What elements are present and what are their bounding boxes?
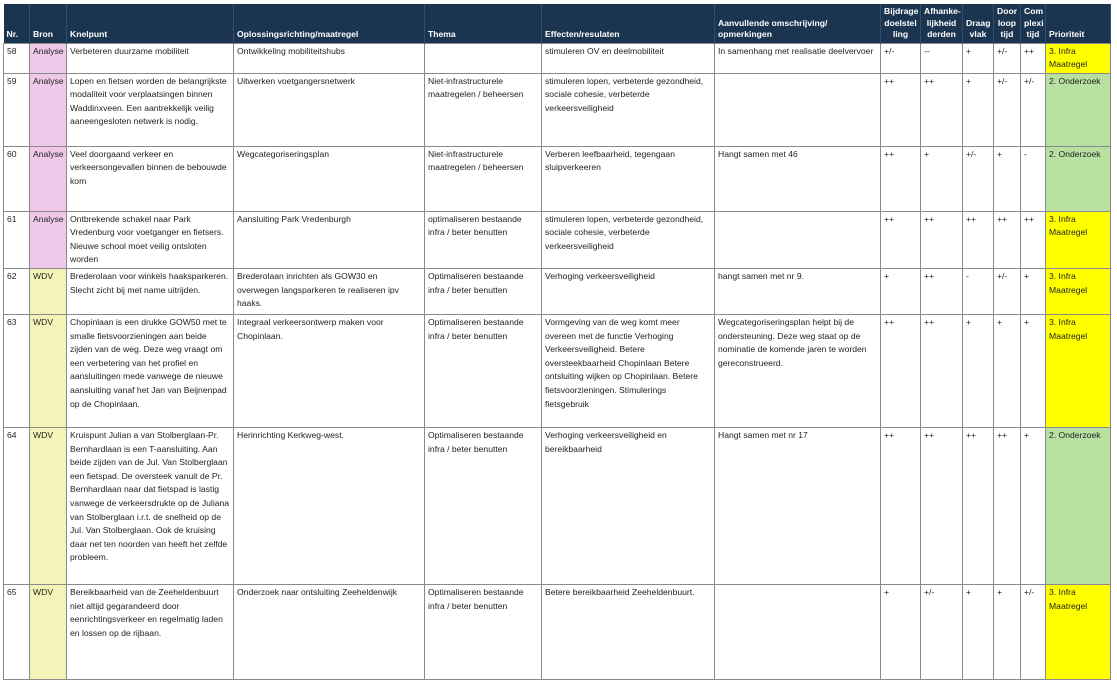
cell-aanvullend: Wegcategoriseringsplan helpt bij de ondersteuning. Deze weg staat op de nominatie de komende jaren te worden gereconstrueerd. [715,315,881,428]
cell-oplossing: Brederolaan inrichten als GOW30 en overwegen langsparkeren te realiseren ipv haaks. [234,269,425,315]
cell-effecten: stimuleren OV en deelmobiliteit [542,43,715,73]
cell-knelpunt: Brederolaan voor winkels haaksparkeren. Slecht zicht bij met name uitrijden. [67,269,234,315]
cell-knelpunt: Bereikbaarheid van de Zeeheldenbuurt niet altijd gegarandeerd door eenrichtingsverkeer en regelmatig laden en lossen op de rijbaan. [67,585,234,680]
cell-thema: Optimaliseren bestaande infra / beter benutten [425,585,542,680]
cell-doorlooptijd: ++ [994,211,1021,268]
cell-knelpunt: Ontbrekende schakel naar Park Vredenburg voor voetganger en fietsers. Nieuwe school moet veilig ontsloten worden [67,211,234,268]
cell-knelpunt: Kruispunt Julian a van Stolberglaan-Pr. Bernhardlaan is een T-aansluiting. Aan beide zijden van de Jul. Van Stolberglaan een fietspad. De oversteek vanuit de Pr. Bernhardlaan naar dat fietspad is lastig vanwege de verkeersdrukte op de Juliana van Stolberglaan i.r.t. de snelheid op de Jul. Van Stolberglaan. Ook de kruising daar net ten noorden van heeft het zelfde probleem. [67,428,234,585]
cell-bron: Analyse [30,43,67,73]
cell-thema: Niet-infrastructurele maatregelen / beheersen [425,73,542,146]
header-afhankelijkheid: Afhanke- lijkheid derden [921,4,963,43]
cell-thema [425,43,542,73]
header-knelpunt: Knelpunt [67,4,234,43]
cell-draagvlak: ++ [963,428,994,585]
cell-prioriteit: 3. Infra Maatregel [1046,585,1111,680]
header-oplossing: Oplossingsrichting/maatregel [234,4,425,43]
cell-draagvlak: + [963,585,994,680]
cell-oplossing: Uitwerken voetgangersnetwerk [234,73,425,146]
header-draagvlak: Draag vlak [963,4,994,43]
cell-knelpunt: Lopen en fietsen worden de belangrijkste modaliteit voor verplaatsingen binnen Waddinxveen. Een aantrekkelijk veilig aaneengesloten netwerk is nodig. [67,73,234,146]
cell-complexiteit: + [1021,269,1046,315]
cell-knelpunt: Chopinlaan is een drukke GOW50 met te smalle fietsvoorzieningen aan beide zijden van de weg. Deze weg vraagt om een verbetering van het profiel en aansluitingen mede vanwege de nieuwe aansluiting vanaf het Jan van Beijnenpad op de Chopinlaan. [67,315,234,428]
cell-doorlooptijd: + [994,585,1021,680]
header-bijdrage: Bijdrage doelstel ling [881,4,921,43]
cell-prioriteit: 2. Onderzoek [1046,146,1111,211]
cell-complexiteit: +/- [1021,73,1046,146]
cell-oplossing: Herinrichting Kerkweg-west. [234,428,425,585]
header-thema: Thema [425,4,542,43]
cell-oplossing: Aansluiting Park Vredenburgh [234,211,425,268]
table-row [4,315,1111,428]
cell-effecten: Vormgeving van de weg komt meer overeen met de functie Verhoging Verkeersveiligheid. Betere oversteekbaarheid Chopinlaan Betere ontsluiting wijken op Chopinlaan. Betere fietsvoorzieningen. Stimulerings fietsgebruik [542,315,715,428]
cell-draagvlak: + [963,73,994,146]
cell-aanvullend: Hangt samen met nr 17 [715,428,881,585]
cell-prioriteit: 2. Onderzoek [1046,428,1111,585]
table-row [4,428,1111,585]
cell-effecten: Verhoging verkeersveiligheid en bereikbaarheid [542,428,715,585]
header-doorlooptijd: Door loop tijd [994,4,1021,43]
cell-thema: Optimaliseren bestaande infra / beter benutten [425,269,542,315]
cell-afhankelijkheid: + [921,146,963,211]
cell-aanvullend: In samenhang met realisatie deelvervoer [715,43,881,73]
cell-afhankelijkheid: ++ [921,211,963,268]
cell-aanvullend: hangt samen met nr 9. [715,269,881,315]
cell-aanvullend: Hangt samen met 46 [715,146,881,211]
cell-bron: WDV [30,428,67,585]
measures-table [3,4,1111,680]
cell-effecten: stimuleren lopen, verbeterde gezondheid, sociale cohesie, verbeterde verkeersveiligheid [542,211,715,268]
cell-nr: 64 [4,428,30,585]
cell-doorlooptijd: +/- [994,73,1021,146]
cell-effecten: stimuleren lopen, verbeterde gezondheid, sociale cohesie, verbeterde verkeersveiligheid [542,73,715,146]
cell-effecten: Verhoging verkeersveiligheid [542,269,715,315]
cell-bijdrage: ++ [881,73,921,146]
table-row [4,269,1111,315]
cell-bijdrage: + [881,269,921,315]
cell-oplossing: Ontwikkeling mobiliteitshubs [234,43,425,73]
header-prioriteit: Prioriteit [1046,4,1111,43]
cell-prioriteit: 2. Onderzoek [1046,73,1111,146]
cell-prioriteit: 3. Infra Maatregel [1046,43,1111,73]
cell-prioriteit: 3. Infra Maatregel [1046,315,1111,428]
cell-bijdrage: ++ [881,211,921,268]
cell-draagvlak: - [963,269,994,315]
cell-bron: Analyse [30,211,67,268]
cell-complexiteit: - [1021,146,1046,211]
cell-bron: WDV [30,315,67,428]
header-nr: Nr. [4,4,30,43]
cell-draagvlak: + [963,315,994,428]
cell-doorlooptijd: + [994,315,1021,428]
cell-bijdrage: ++ [881,428,921,585]
cell-bron: WDV [30,585,67,680]
table-row [4,73,1111,146]
cell-nr: 62 [4,269,30,315]
cell-nr: 59 [4,73,30,146]
cell-afhankelijkheid: ++ [921,269,963,315]
cell-prioriteit: 3. Infra Maatregel [1046,211,1111,268]
cell-complexiteit: + [1021,428,1046,585]
cell-draagvlak: ++ [963,211,994,268]
cell-afhankelijkheid: ++ [921,315,963,428]
cell-bron: Analyse [30,73,67,146]
cell-bijdrage: ++ [881,146,921,211]
cell-draagvlak: +/- [963,146,994,211]
cell-aanvullend [715,585,881,680]
cell-complexiteit: ++ [1021,43,1046,73]
cell-complexiteit: ++ [1021,211,1046,268]
cell-bijdrage: + [881,585,921,680]
cell-bijdrage: ++ [881,315,921,428]
cell-thema: Optimaliseren bestaande infra / beter benutten [425,428,542,585]
header-effecten: Effecten/resulaten [542,4,715,43]
cell-doorlooptijd: +/- [994,43,1021,73]
cell-thema: optimaliseren bestaande infra / beter benutten [425,211,542,268]
cell-oplossing: Onderzoek naar ontsluiting Zeeheldenwijk [234,585,425,680]
cell-afhankelijkheid: ++ [921,428,963,585]
cell-nr: 60 [4,146,30,211]
cell-thema: Niet-infrastructurele maatregelen / beheersen [425,146,542,211]
cell-afhankelijkheid: -- [921,43,963,73]
cell-complexiteit: + [1021,315,1046,428]
cell-afhankelijkheid: ++ [921,73,963,146]
cell-doorlooptijd: ++ [994,428,1021,585]
cell-draagvlak: + [963,43,994,73]
cell-bron: Analyse [30,146,67,211]
table-row [4,146,1111,211]
cell-nr: 61 [4,211,30,268]
cell-complexiteit: +/- [1021,585,1046,680]
cell-bijdrage: +/- [881,43,921,73]
header-complexiteit: Com plexi tijd [1021,4,1046,43]
table-row [4,211,1111,268]
cell-aanvullend [715,73,881,146]
table-row [4,585,1111,680]
cell-bron: WDV [30,269,67,315]
header-bron: Bron [30,4,67,43]
header-row [4,4,1111,43]
cell-nr: 63 [4,315,30,428]
cell-aanvullend [715,211,881,268]
cell-doorlooptijd: + [994,146,1021,211]
cell-doorlooptijd: +/- [994,269,1021,315]
cell-knelpunt: Veel doorgaand verkeer en verkeersongevallen binnen de bebouwde kom [67,146,234,211]
cell-effecten: Verberen leefbaarheid, tegengaan sluipverkeeren [542,146,715,211]
table-row [4,43,1111,73]
cell-thema: Optimaliseren bestaande infra / beter benutten [425,315,542,428]
header-aanvullend: Aanvullende omschrijving/ opmerkingen [715,4,881,43]
cell-knelpunt: Verbeteren duurzame mobiliteit [67,43,234,73]
cell-oplossing: Wegcategoriseringsplan [234,146,425,211]
cell-nr: 65 [4,585,30,680]
cell-oplossing: Integraal verkeersontwerp maken voor Chopinlaan. [234,315,425,428]
cell-prioriteit: 3. Infra Maatregel [1046,269,1111,315]
cell-nr: 58 [4,43,30,73]
cell-afhankelijkheid: +/- [921,585,963,680]
cell-effecten: Betere bereikbaarheid Zeeheldenbuurt. [542,585,715,680]
